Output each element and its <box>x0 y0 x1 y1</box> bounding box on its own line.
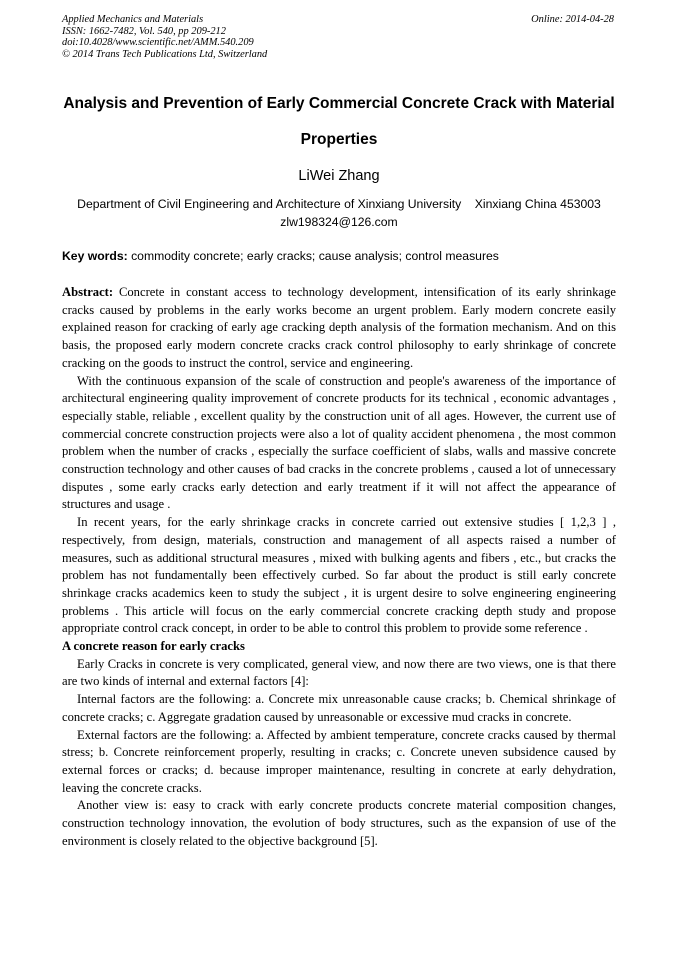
paper-body <box>62 284 616 851</box>
author-affiliation <box>40 195 638 231</box>
issn-line: ISSN: 1662-7482, Vol. 540, pp 209-212 <box>62 25 226 37</box>
author-email: zlw198324@126.com <box>280 215 398 229</box>
keywords-label: Key words: <box>62 249 128 263</box>
abstract-text: Concrete in constant access to technology development, intensification of its early shrinkage cracks caused by problems in the early works become an urgent problem. Early modern concrete easily explained reason for cracking of early age cracking depth analysis of the formation mechanism. And on this basis, the proposed early modern concrete cracks crack control philosophy to early shrinkage of concrete cracking on the goods to instruct the control, service and engineering. <box>62 285 616 370</box>
copyright-line: © 2014 Trans Tech Publications Ltd, Switzerland <box>62 48 268 60</box>
keywords-text: commodity concrete; early cracks; cause analysis; control measures <box>127 249 499 263</box>
section-heading: A concrete reason for early cracks <box>62 639 245 654</box>
journal-header <box>62 14 267 60</box>
body-paragraph: In recent years, for the early shrinkage cracks in concrete carried out extensive studies [ 1,2,3 ] , respectively, from design, materials, construction and management of all aspects raised a number of measures, such as additional structural measures , mixed with bulking agents and fibers , etc., but cracks the problem has not fundamentally been effectively curbed. So far about the product is still early concrete shrinkage cracks academics keen to study the subject , it is urgent desire to solve engineering engineering problems . This article will focus on the early commercial concrete cracking depth study and propose appropriate control crack concept, in order to be able to control this problem to provide some reference . <box>62 515 616 636</box>
body-paragraph: Early Cracks in concrete is very complicated, general view, and now there are two views, one is that there are two kinds of internal and external factors [4]: <box>62 656 616 689</box>
abstract-paragraph <box>62 284 616 373</box>
doi-line: doi:10.4028/www.scientific.net/AMM.540.209 <box>62 37 254 49</box>
author-name: LiWei Zhang <box>298 168 380 184</box>
abstract-label: Abstract: <box>62 285 114 299</box>
online-date: Online: 2014-04-28 <box>531 14 614 25</box>
paper-title: Analysis and Prevention of Early Commercial Concrete Crack with Material Properties <box>63 95 615 148</box>
body-paragraph: Internal factors are the following: a. Concrete mix unreasonable cause cracks; b. Chemical shrinkage of concrete cracks; c. Aggregate gradation caused by unreasonable or excessive mud cracks in concrete. <box>62 692 616 724</box>
keywords <box>62 248 622 264</box>
affiliation-text: Department of Civil Engineering and Architecture of Xinxiang University Xinxiang China 453003 <box>77 197 601 211</box>
journal-name: Applied Mechanics and Materials <box>62 14 204 25</box>
body-paragraph: With the continuous expansion of the scale of construction and people's awareness of the importance of architectural engineering quality improvement of concrete products for its technical , economic advantages , especially stable, reliable , excellent quality by the construction unit of all ages. However, the current use of commercial concrete construction projects were also a lot of quality accident phenomena , the most common problem when the number of cracks , especially the surface coefficient of slabs, walls and massive concrete construction technology and other causes of bad cracks in the concrete problems , caused a lot of unnecessary disputes , some early cracks early detection and early treatment if it will not affect the appearance of structures and usage . <box>62 373 616 512</box>
body-paragraph: External factors are the following: a. Affected by ambient temperature, concrete cracks caused by thermal stress; b. Concrete reinforcement properly, resulting in cracks; c. Concrete uneven subsidence caused by external forces or cracks; d. because improper maintenance, resulting in concrete at early dehydration, leaving the concrete cracks. <box>62 727 616 795</box>
body-paragraph: Another view is: easy to crack with early concrete products concrete material composition changes, construction technology innovation, the evolution of body structures, such as the expansion of use of the environment is closely related to the objective background [5]. <box>62 798 616 848</box>
